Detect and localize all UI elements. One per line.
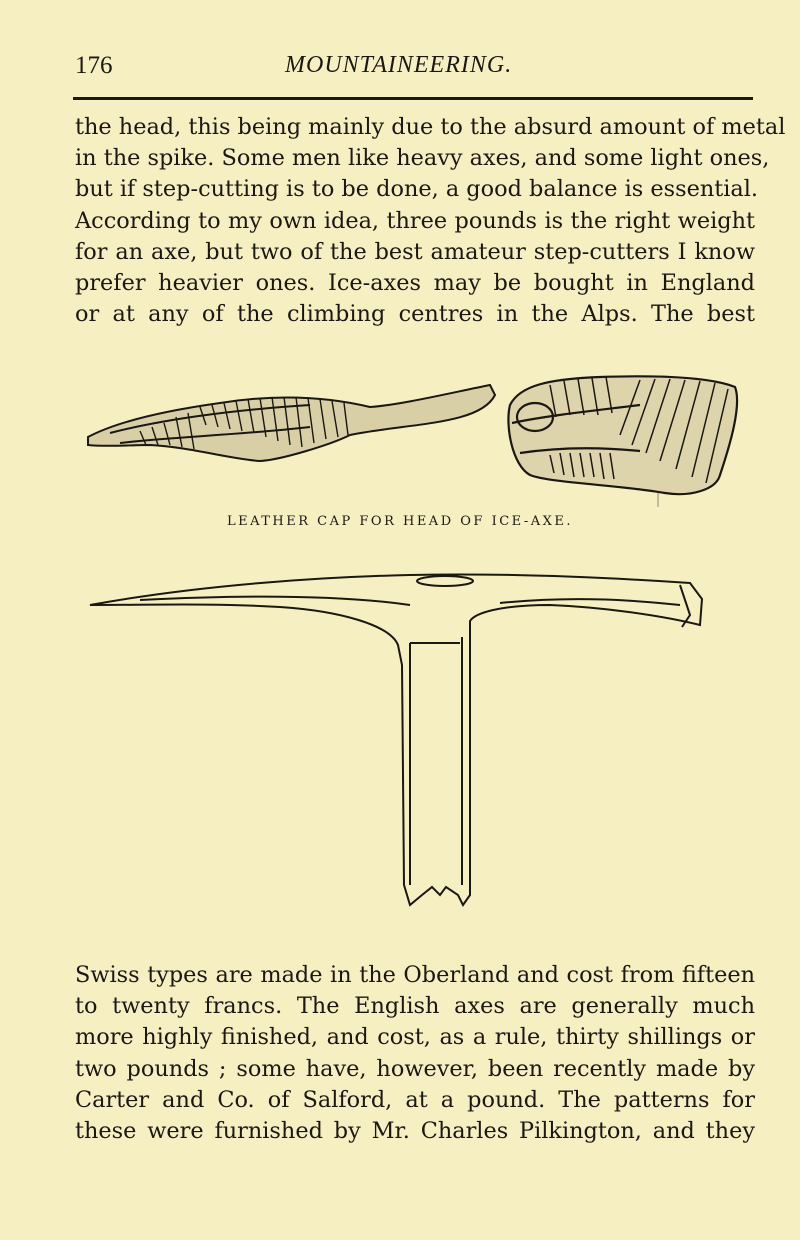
paragraph-2 <box>75 960 755 1147</box>
leather-cap-illustration <box>80 365 760 510</box>
paragraph-1 <box>75 112 786 330</box>
text-line: prefer heavier ones. Ice-axes may be bought in England <box>75 270 755 297</box>
text-line: two pounds ; some have, however, been recently made by <box>75 1055 755 1082</box>
text-line: the head, this being mainly due to the absurd amount of metal <box>75 114 786 140</box>
header-rule <box>73 97 753 100</box>
running-head: MOUNTAINEERING. <box>285 52 513 78</box>
figure-caption: LEATHER CAP FOR HEAD OF ICE-AXE. <box>226 514 574 529</box>
text-line: these were furnished by Mr. Charles Pilkington, and they <box>75 1118 755 1145</box>
page-number: 176 <box>75 52 113 79</box>
ice-axe-head-illustration <box>80 565 760 950</box>
text-line: for an axe, but two of the best amateur step-cutters I know <box>75 238 755 265</box>
text-line: to twenty francs. The English axes are generally much <box>75 993 755 1020</box>
text-line: Carter and Co. of Salford, at a pound. The patterns for <box>75 1086 755 1113</box>
text-line: in the spike. Some men like heavy axes, and some light ones, <box>75 145 770 172</box>
leather-cap-side-view <box>88 385 495 461</box>
text-line: Swiss types are made in the Oberland and cost from fifteen <box>75 962 755 988</box>
text-line: but if step-cutting is to be done, a good balance is essential. <box>75 176 759 203</box>
page-header <box>75 52 755 88</box>
text-line: or at any of the climbing centres in the Alps. The best <box>75 301 755 328</box>
text-line: more highly finished, and cost, as a rule, thirty shillings or <box>75 1024 755 1051</box>
text-line: According to my own idea, three pounds is the right weight <box>75 207 755 234</box>
